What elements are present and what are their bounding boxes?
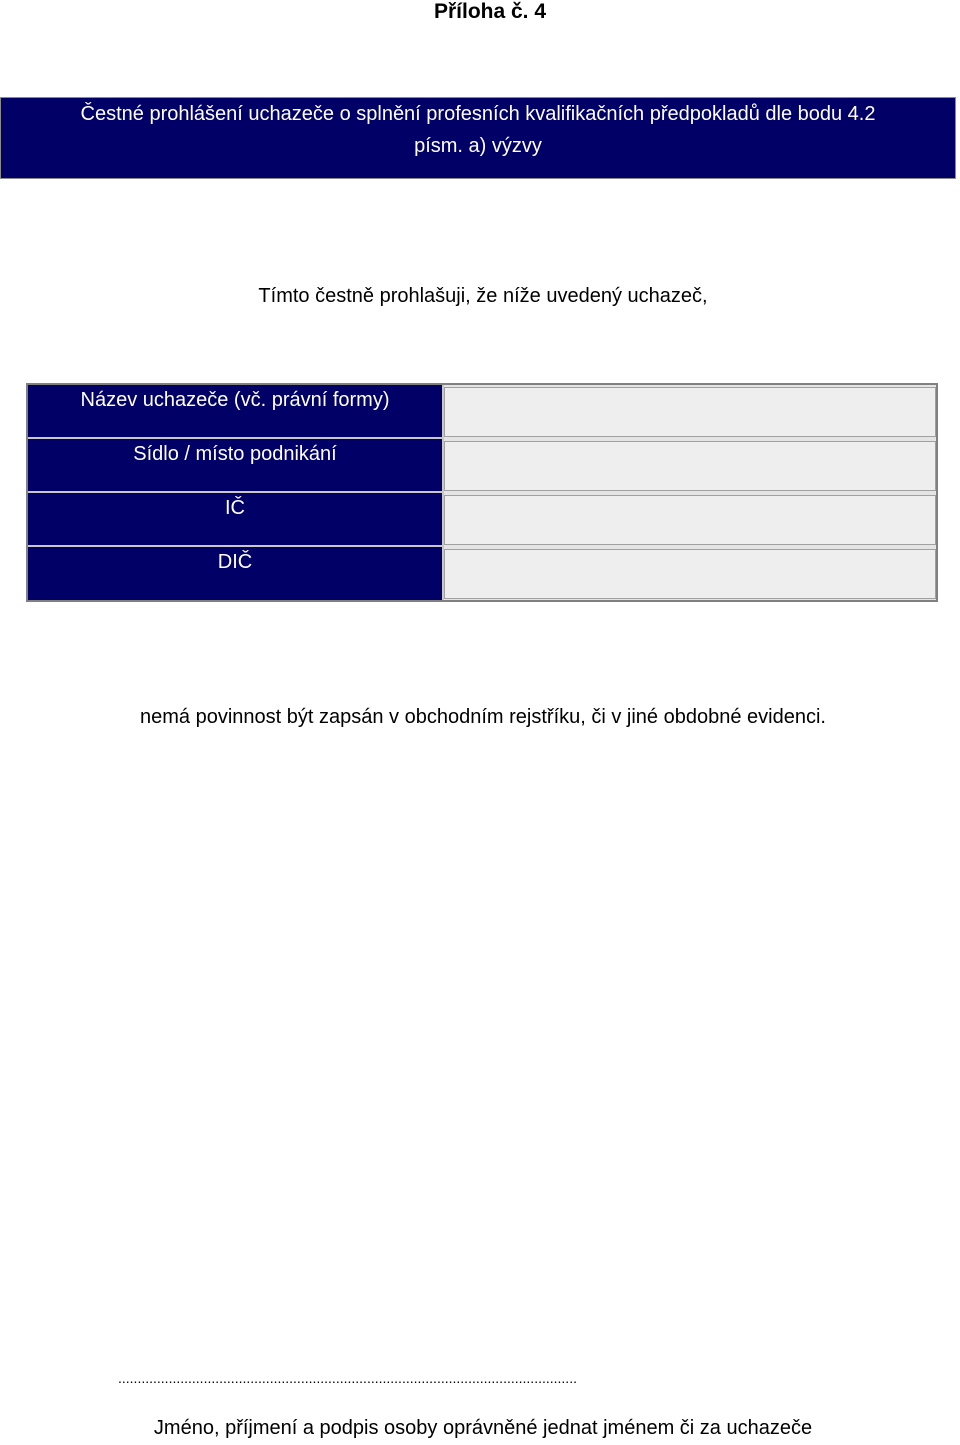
applicant-label-name: Název uchazeče (vč. právní formy) bbox=[28, 385, 444, 439]
applicant-label-seat: Sídlo / místo podnikání bbox=[28, 439, 444, 493]
applicant-label-ic: IČ bbox=[28, 493, 444, 547]
intro-text: Tímto čestně prohlašuji, že níže uvedený uchazeč, bbox=[258, 285, 708, 307]
applicant-value-seat[interactable] bbox=[444, 441, 936, 491]
signature-line: ...................................................................................................................... bbox=[118, 1370, 577, 1386]
applicant-label-dic: DIČ bbox=[28, 547, 444, 600]
applicant-row-dic bbox=[28, 547, 936, 601]
appendix-label: Příloha č. 4 bbox=[433, 0, 547, 23]
applicant-value-name[interactable] bbox=[444, 387, 936, 437]
document-title-line-2: písm. a) výzvy bbox=[414, 135, 542, 157]
applicant-table bbox=[26, 383, 938, 602]
document-title-banner bbox=[0, 97, 956, 179]
signature-caption: Jméno, příjmení a podpis osoby oprávněné jednat jménem či za uchazeče bbox=[153, 1417, 813, 1439]
statement-text: nemá povinnost být zapsán v obchodním rejstříku, či v jiné obdobné evidenci. bbox=[140, 706, 826, 728]
applicant-value-dic[interactable] bbox=[444, 549, 936, 599]
applicant-row-name bbox=[28, 385, 936, 439]
document-title-line-1: Čestné prohlášení uchazeče o splnění profesních kvalifikačních předpokladů dle bodu 4.2 bbox=[80, 103, 876, 125]
applicant-row-seat bbox=[28, 439, 936, 493]
applicant-row-ic bbox=[28, 493, 936, 547]
applicant-value-ic[interactable] bbox=[444, 495, 936, 545]
